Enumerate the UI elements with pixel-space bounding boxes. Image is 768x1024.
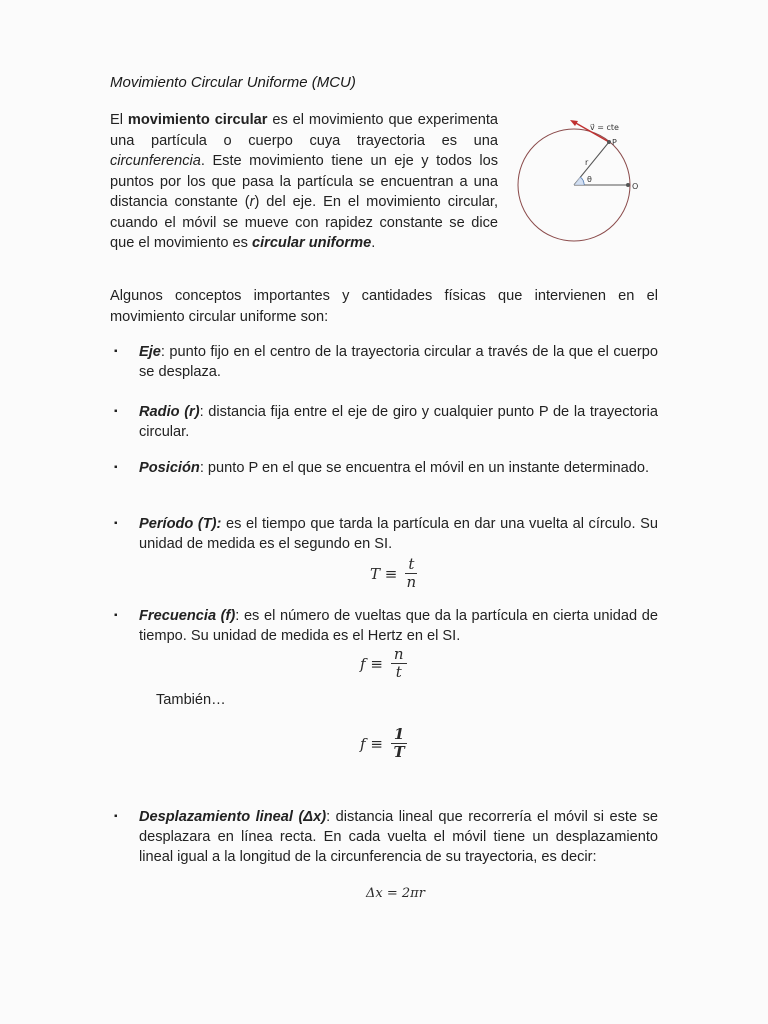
point-o-marker xyxy=(626,183,630,187)
item-term: Desplazamiento lineal (Δx) xyxy=(139,809,327,825)
item-text: : es el número de vueltas que da la partícula en cierta unidad de tiempo. Su unidad de medida es el Hertz en el SI. xyxy=(139,608,658,644)
bullet: ▪ xyxy=(114,610,118,621)
intro-bolditalic-term: circular uniforme xyxy=(251,235,372,251)
list-item xyxy=(110,807,658,867)
circular-motion-diagram xyxy=(510,112,660,252)
item-term: Eje xyxy=(139,344,161,360)
bullet: ▪ xyxy=(114,811,118,822)
bullet: ▪ xyxy=(114,462,118,473)
formula-numerator: t xyxy=(405,556,417,574)
item-text: es el tiempo que tarda la partícula en dar una vuelta al círculo. Su unidad de medida es el segundo en SI. xyxy=(139,516,658,552)
point-p-label: P xyxy=(612,138,617,147)
bullet: ▪ xyxy=(114,346,118,357)
frequency-formula xyxy=(360,646,407,681)
formula-denominator: t xyxy=(395,663,402,681)
item-term: Posición xyxy=(139,460,200,476)
list-item xyxy=(110,458,658,478)
tambien-text: También… xyxy=(156,692,226,708)
origin-label: O xyxy=(632,182,639,191)
intro-italic-term: circunferencia xyxy=(110,153,201,169)
radius-label: r xyxy=(585,158,589,167)
list-item xyxy=(110,514,658,554)
item-term: Período (T): xyxy=(139,516,222,532)
concepts-intro: Algunos conceptos importantes y cantidades físicas que intervienen en el movimiento circular uniforme son: xyxy=(110,288,658,325)
formula-denominator: T xyxy=(393,743,405,761)
bullet: ▪ xyxy=(114,406,118,417)
intro-text: . xyxy=(371,235,376,251)
list-item xyxy=(110,402,658,442)
intro-text: . Este movimiento tiene un eje y todos los puntos por los que pasa la partícula se encuentran a una distancia constante ( xyxy=(110,153,498,210)
frequency-period-formula xyxy=(360,726,407,761)
formula-denominator: n xyxy=(406,573,417,591)
list-item xyxy=(110,606,658,646)
item-text: : punto fijo en el centro de la trayectoria circular a través de la que el cuerpo se desplaza. xyxy=(139,344,658,380)
intro-italic-r: r xyxy=(249,194,255,210)
displacement-formula: Δx = 2πr xyxy=(366,886,425,901)
bullet: ▪ xyxy=(114,518,118,529)
formula-lhs: T ≡ xyxy=(370,564,398,583)
intro-text: es el movimiento que experimenta una partícula o cuerpo cuya trayectoria es una xyxy=(110,112,499,149)
point-p-marker xyxy=(607,140,611,144)
period-formula xyxy=(370,556,417,591)
intro-text: El xyxy=(110,112,128,128)
item-text: : distancia fija entre el eje de giro y cualquier punto P de la trayectoria circular. xyxy=(139,404,658,440)
formula-lhs: f ≡ xyxy=(360,734,383,753)
intro-paragraph xyxy=(110,110,498,254)
velocity-arrowhead xyxy=(570,120,578,126)
intro-bold-term: movimiento circular xyxy=(127,112,268,128)
formula-lhs: f ≡ xyxy=(360,654,383,673)
list-item xyxy=(110,342,658,382)
document-title: Movimiento Circular Uniforme (MCU) xyxy=(110,74,356,91)
item-text: : punto P en el que se encuentra el móvil en un instante determinado. xyxy=(199,460,650,476)
formula-numerator: 1 xyxy=(391,726,407,744)
angle-label: θ xyxy=(587,175,592,184)
intro-text: ) del eje. En el movimiento circular, cuando el móvil se mueve con rapidez constante se dice que el movimiento es xyxy=(110,194,499,251)
formula-numerator: n xyxy=(391,646,407,664)
item-term: Radio (r) xyxy=(139,404,200,420)
item-text: : distancia lineal que recorrería el móvil si este se desplazara en línea recta. En cada vuelta el móvil tiene un desplazamiento lineal igual a la longitud de la circunferencia de su trayectoria, es decir: xyxy=(139,809,658,865)
velocity-label: v⃗ = cte xyxy=(590,123,619,132)
item-term: Frecuencia (f) xyxy=(139,608,236,624)
